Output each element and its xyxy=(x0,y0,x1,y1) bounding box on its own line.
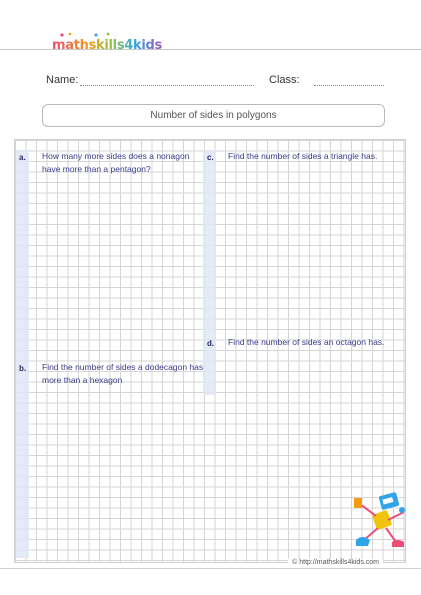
middle-margin-band xyxy=(203,150,216,395)
site-logo xyxy=(52,38,162,53)
task-b-text: Find the number of sides a dodecagon has more than a hexagon xyxy=(42,362,204,385)
task-a-letter: a. xyxy=(19,153,26,162)
name-field[interactable] xyxy=(80,85,254,86)
left-margin-band xyxy=(16,150,29,558)
footer-divider xyxy=(0,568,421,569)
name-label: Name: xyxy=(46,74,79,86)
task-c-letter: c. xyxy=(207,153,214,162)
worksheet-title: Number of sides in polygons xyxy=(42,104,385,127)
task-c-text: Find the number of sides a triangle has. xyxy=(228,151,378,161)
task-d-text: Find the number of sides an octagon has. xyxy=(228,337,385,347)
copyright-link[interactable]: © http://mathskills4kids.com xyxy=(288,559,383,566)
task-a-text: How many more sides does a nonagon have more than a pentagon? xyxy=(42,151,190,174)
task-b-letter: b. xyxy=(19,364,27,373)
class-field[interactable] xyxy=(314,85,384,86)
class-label: Class: xyxy=(269,74,300,86)
logo-text: mathskills4kids xyxy=(52,38,162,53)
header-divider xyxy=(0,49,421,50)
robot-illustration-icon xyxy=(350,490,410,552)
logo-decoration-icon xyxy=(56,32,116,38)
task-d-letter: d. xyxy=(207,339,215,348)
